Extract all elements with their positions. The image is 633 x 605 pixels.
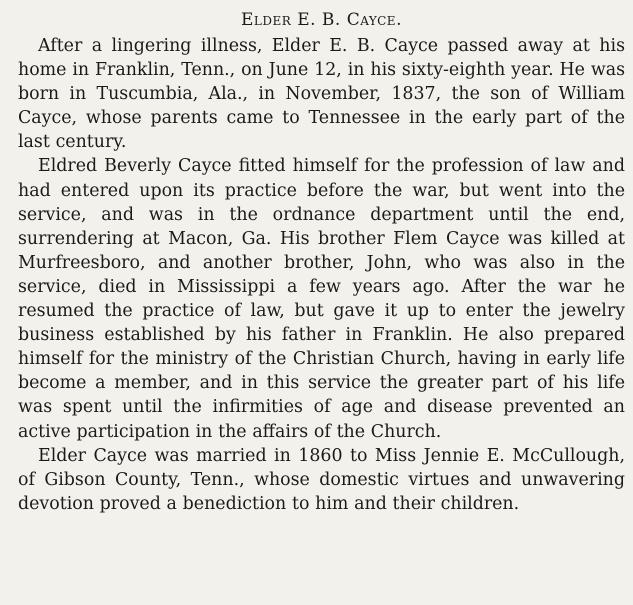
paragraph-1: After a lingering illness, Elder E. B. Cayce passed away at his home in Franklin, Tenn., on June 12, in his sixty-eighth year. He was born in Tuscumbia, Ala., in November, 1837, the son of William Cayce, whose parents came to Tennessee in the early part of the last century. <box>18 36 625 153</box>
article-title: Elder E. B. Cayce. <box>241 10 402 30</box>
article-body <box>18 34 625 516</box>
paragraph-2: Eldred Beverly Cayce fitted himself for the profession of law and had entered upon its practice before the war, but went into the service, and was in the ordnance department until the end, surrendering at Macon, Ga. His brother Flem Cayce was killed at Murfreesboro, and another brother, John, who was also in the service, died in Mississippi a few years ago. After the war he resumed the practice of law, but gave it up to enter the jewelry business established by his father in Franklin. He also prepared himself for the ministry of the Christian Church, having in early life become a member, and in this service the greater part of his life was spent until the infirmities of age and disease prevented an active participation in the affairs of the Church. <box>18 156 625 442</box>
paragraph-3: Elder Cayce was married in 1860 to Miss Jennie E. McCullough, of Gibson County, Tenn., whose domestic virtues and unwavering devotion proved a benediction to him and their children. <box>18 445 625 514</box>
